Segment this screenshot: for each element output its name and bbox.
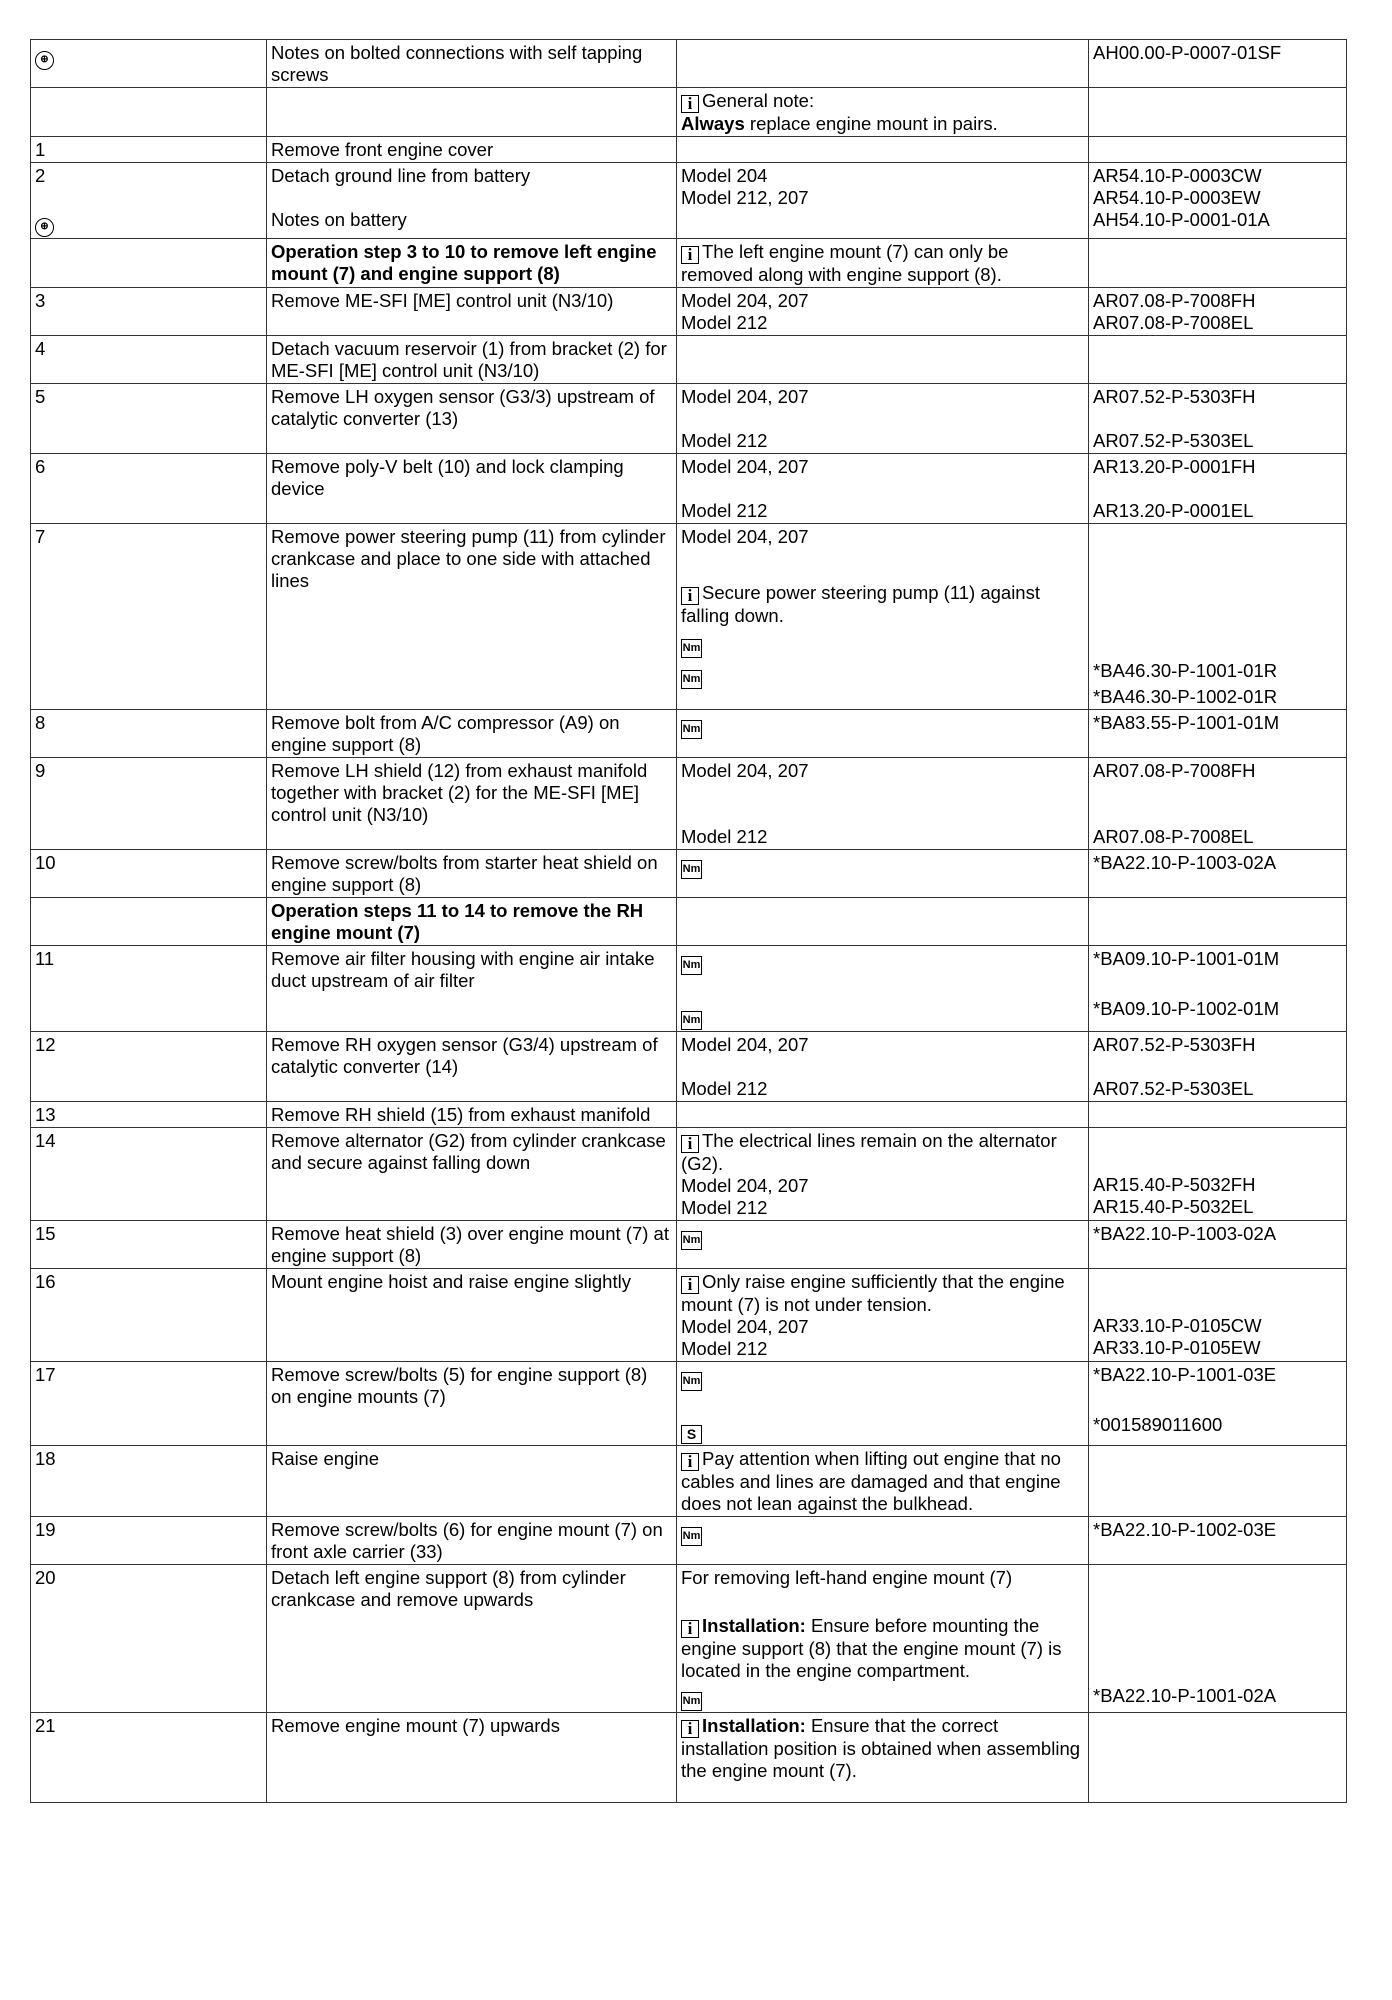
action-cell: Remove poly-V belt (10) and lock clamping device: [267, 454, 677, 524]
action-cell: Remove LH oxygen sensor (G3/3) upstream of catalytic converter (13): [267, 384, 677, 454]
model-label: Model 204, 207: [681, 1034, 809, 1055]
action-cell: Mount engine hoist and raise engine slightly: [267, 1269, 677, 1362]
model-label: Model 204, 207: [681, 1175, 809, 1196]
model-label: Model 212: [681, 1197, 768, 1218]
step-number: 4: [31, 336, 267, 384]
action-cell: Remove front engine cover: [267, 137, 677, 163]
reference-link[interactable]: AH00.00-P-0007-01SF: [1089, 40, 1347, 88]
torque-spec-icon[interactable]: Nm: [681, 1372, 702, 1391]
table-row: [31, 288, 1347, 336]
reference-link[interactable]: *BA22.10-P-1001-02A: [1093, 1685, 1277, 1706]
step-number: 15: [31, 1221, 267, 1269]
model-label: Model 204, 207: [681, 526, 809, 547]
table-row: [31, 40, 1347, 88]
reference-link[interactable]: *BA46.30-P-1001-01R: [1093, 660, 1278, 681]
section-heading: Operation step 3 to 10 to remove left engine mount (7) and engine support (8): [267, 239, 677, 288]
step-number: 16: [31, 1269, 267, 1362]
step-number: 20: [31, 1565, 267, 1713]
step-number: 7: [31, 524, 267, 710]
reference-link[interactable]: AR33.10-P-0105CW: [1093, 1315, 1262, 1336]
reference-link[interactable]: *BA22.10-P-1003-02A: [1089, 850, 1347, 898]
action-cell: Remove heat shield (3) over engine mount (7) at engine support (8): [267, 1221, 677, 1269]
table-row: [31, 1362, 1347, 1446]
action-cell: Remove screw/bolts from starter heat shield on engine support (8): [267, 850, 677, 898]
reference-link[interactable]: AR54.10-P-0003EW: [1093, 187, 1261, 208]
action-cell: Detach ground line from battery: [271, 165, 531, 186]
action-cell: Remove LH shield (12) from exhaust manifold together with bracket (2) for the ME-SFI [ME] control unit (N3/10): [267, 758, 677, 850]
step-number: 3: [31, 288, 267, 336]
reference-link[interactable]: AR07.08-P-7008FH: [1093, 290, 1256, 311]
table-row: [31, 850, 1347, 898]
table-row: 14 Remove alternator (G2) from cylinder crankcase and secure against falling down i The electrical lines remain on the alternator (G2). Model 204, 207 Model 212 AR15.40-P-5032FH AR15.40-P-5032EL: [31, 1128, 1347, 1221]
table-row: [31, 758, 1347, 850]
torque-spec-icon[interactable]: Nm: [681, 1692, 702, 1711]
model-label: Model 204: [681, 165, 768, 186]
action-cell: Remove screw/bolts (6) for engine mount (7) on front axle carrier (33): [267, 1517, 677, 1565]
step-number: 19: [31, 1517, 267, 1565]
info-icon: i: [681, 1135, 699, 1153]
torque-spec-icon[interactable]: Nm: [681, 720, 702, 739]
reference-link[interactable]: AR33.10-P-0105EW: [1093, 1337, 1261, 1358]
condition-cell: [677, 40, 1089, 88]
step-number: 18: [31, 1446, 267, 1517]
table-row: [31, 710, 1347, 758]
torque-spec-icon[interactable]: Nm: [681, 670, 702, 689]
action-cell: Detach left engine support (8) from cylinder crankcase and remove upwards: [267, 1565, 677, 1713]
table-row: [31, 137, 1347, 163]
info-icon: i: [681, 95, 699, 113]
table-row: [31, 1032, 1347, 1102]
info-icon: i: [681, 1720, 699, 1738]
bolt-note-icon: ⊕: [35, 218, 54, 237]
table-row: [31, 1221, 1347, 1269]
reference-link[interactable]: *BA09.10-P-1001-01M: [1093, 948, 1280, 969]
table-row: [31, 898, 1347, 946]
reference-link[interactable]: *BA22.10-P-1003-02A: [1089, 1221, 1347, 1269]
reference-link[interactable]: AR07.52-P-5303EL: [1093, 1078, 1254, 1099]
step-number: 12: [31, 1032, 267, 1102]
model-label: Model 212: [681, 1338, 768, 1359]
step-cell: [31, 40, 267, 88]
table-row: 18 Raise engine i Pay attention when lifting out engine that no cables and lines are damaged and that engine does not lean against the bulkhead.: [31, 1446, 1347, 1517]
table-row: [31, 454, 1347, 524]
action-cell: Remove air filter housing with engine air intake duct upstream of air filter: [267, 946, 677, 1032]
step-number: 17: [31, 1362, 267, 1446]
reference-link[interactable]: AR07.08-P-7008EL: [1093, 312, 1254, 333]
reference-link[interactable]: *BA22.10-P-1001-03E: [1093, 1364, 1277, 1385]
reference-link[interactable]: *BA22.10-P-1002-03E: [1089, 1517, 1347, 1565]
reference-link[interactable]: AR15.40-P-5032EL: [1093, 1196, 1254, 1217]
table-row: [31, 384, 1347, 454]
reference-link[interactable]: AR54.10-P-0003CW: [1093, 165, 1262, 186]
model-label: Model 212: [681, 826, 768, 847]
step-number: 1: [31, 137, 267, 163]
model-label: Model 204, 207: [681, 290, 809, 311]
reference-link[interactable]: AH54.10-P-0001-01A: [1093, 209, 1270, 230]
action-cell: Remove RH oxygen sensor (G3/4) upstream of catalytic converter (14): [267, 1032, 677, 1102]
table-row: [31, 336, 1347, 384]
step-number: 21: [31, 1713, 267, 1803]
table-row: [31, 88, 1347, 137]
torque-spec-icon[interactable]: Nm: [681, 1231, 702, 1250]
action-cell: Remove engine mount (7) upwards: [267, 1713, 677, 1803]
info-icon: i: [681, 587, 699, 605]
table-row: Operation step 3 to 10 to remove left engine mount (7) and engine support (8) i The left engine mount (7) can only be removed along with engine support (8).: [31, 239, 1347, 288]
procedure-table: [30, 39, 1347, 1803]
info-icon: i: [681, 1276, 699, 1294]
section-heading: Operation steps 11 to 14 to remove the RH engine mount (7): [267, 898, 677, 946]
reference-link[interactable]: AR07.08-P-7008FH: [1093, 760, 1256, 781]
table-row: [31, 946, 1347, 1032]
table-row: 16 Mount engine hoist and raise engine slightly i Only raise engine sufficiently that the engine mount (7) is not under tension. Model 204, 207 Model 212 AR33.10-P-0105CW AR33.10-P-0105EW: [31, 1269, 1347, 1362]
step-number: 6: [31, 454, 267, 524]
special-tool-icon[interactable]: S: [681, 1425, 702, 1444]
table-row: 20 Detach left engine support (8) from cylinder crankcase and remove upwards For removing left-hand engine mount (7) i Installation: Ensure before mounting the engine support (8) that the engine mount (7) is located in the engine compartment. Nm *BA22.10-P-1001-02A: [31, 1565, 1347, 1713]
torque-spec-icon[interactable]: Nm: [681, 956, 702, 975]
model-label: Model 212: [681, 1078, 768, 1099]
reference-link[interactable]: AR07.08-P-7008EL: [1093, 826, 1254, 847]
model-label: Model 212: [681, 430, 768, 451]
info-icon: i: [681, 246, 699, 264]
table-row: 7 Remove power steering pump (11) from cylinder crankcase and place to one side with attached lines Model 204, 207 i Secure power steering pump (11) against falling down. Nm Nm *BA46.30-P-1001-01R *BA46.30-P-1002-01R: [31, 524, 1347, 710]
table-row: [31, 1517, 1347, 1565]
model-label: Model 212: [681, 312, 768, 333]
action-cell: Remove power steering pump (11) from cylinder crankcase and place to one side with attached lines: [267, 524, 677, 710]
action-note: Notes on battery: [271, 209, 407, 230]
reference-link[interactable]: *BA09.10-P-1002-01M: [1093, 998, 1280, 1019]
action-cell: Notes on bolted connections with self tapping screws: [267, 40, 677, 88]
general-note: i General note: Always replace engine mount in pairs.: [677, 88, 1089, 137]
model-label: Model 204, 207: [681, 1316, 809, 1337]
torque-spec-icon[interactable]: Nm: [681, 639, 702, 658]
model-label: Model 212: [681, 500, 768, 521]
reference-link[interactable]: *BA83.55-P-1001-01M: [1089, 710, 1347, 758]
step-number: 13: [31, 1102, 267, 1128]
step-number: 5: [31, 384, 267, 454]
action-cell: Raise engine: [267, 1446, 677, 1517]
model-label: Model 204, 207: [681, 386, 809, 407]
table-row: 21 Remove engine mount (7) upwards i Installation: Ensure that the correct installation position is obtained when assembling the engine mount (7).: [31, 1713, 1347, 1803]
reference-link[interactable]: *BA46.30-P-1002-01R: [1093, 686, 1278, 707]
action-cell: Remove ME-SFI [ME] control unit (N3/10): [267, 288, 677, 336]
action-cell: Remove alternator (G2) from cylinder crankcase and secure against falling down: [267, 1128, 677, 1221]
action-cell: Remove RH shield (15) from exhaust manifold: [267, 1102, 677, 1128]
model-label: Model 212, 207: [681, 187, 809, 208]
model-label: Model 204, 207: [681, 760, 809, 781]
reference-link[interactable]: AR07.52-P-5303EL: [1093, 430, 1254, 451]
bolt-note-icon: ⊕: [35, 51, 54, 70]
info-icon: i: [681, 1453, 699, 1471]
action-cell: Remove bolt from A/C compressor (A9) on engine support (8): [267, 710, 677, 758]
reference-link[interactable]: AR15.40-P-5032FH: [1093, 1174, 1256, 1195]
action-cell: Detach vacuum reservoir (1) from bracket (2) for ME-SFI [ME] control unit (N3/10): [267, 336, 677, 384]
reference-link[interactable]: *001589011600: [1093, 1414, 1223, 1435]
step-number: 14: [31, 1128, 267, 1221]
reference-link[interactable]: AR13.20-P-0001EL: [1093, 500, 1254, 521]
table-row: [31, 163, 1347, 239]
reference-link[interactable]: AR07.52-P-5303FH: [1093, 1034, 1256, 1055]
step-number: 10: [31, 850, 267, 898]
model-label: Model 204, 207: [681, 456, 809, 477]
step-number: 8: [31, 710, 267, 758]
torque-spec-icon[interactable]: Nm: [681, 860, 702, 879]
reference-link[interactable]: AR07.52-P-5303FH: [1093, 386, 1256, 407]
torque-spec-icon[interactable]: Nm: [681, 1011, 702, 1030]
table-row: [31, 1102, 1347, 1128]
step-number: 2: [35, 165, 46, 186]
action-cell: Remove screw/bolts (5) for engine support (8) on engine mounts (7): [267, 1362, 677, 1446]
reference-link[interactable]: AR13.20-P-0001FH: [1093, 456, 1256, 477]
torque-spec-icon[interactable]: Nm: [681, 1527, 702, 1546]
step-number: 11: [31, 946, 267, 1032]
step-number: 9: [31, 758, 267, 850]
info-icon: i: [681, 1620, 699, 1638]
